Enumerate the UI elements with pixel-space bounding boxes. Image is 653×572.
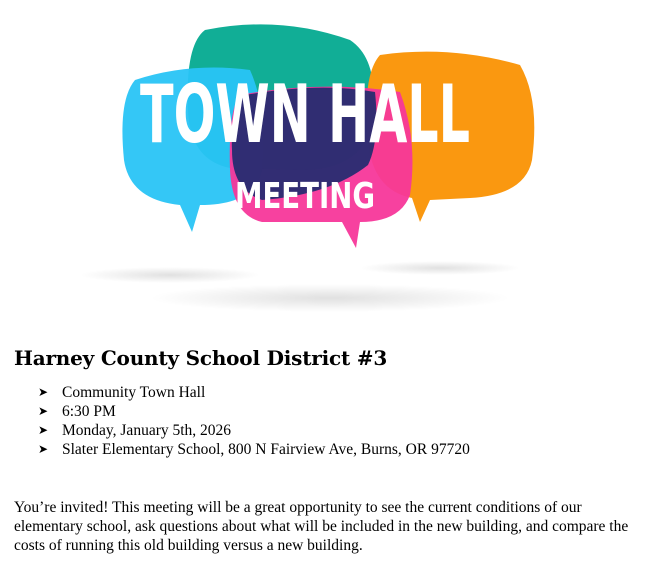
arrowhead-bullet-icon: ➤ xyxy=(38,404,49,418)
list-item xyxy=(38,402,470,421)
list-item xyxy=(38,383,470,402)
arrowhead-bullet-icon: ➤ xyxy=(38,385,49,399)
list-item-text: Community Town Hall xyxy=(62,384,206,401)
list-item-text: Monday, January 5th, 2026 xyxy=(62,422,232,439)
logo-line1: TOWN HALL xyxy=(140,68,470,161)
list-item-text: 6:30 PM xyxy=(62,403,116,420)
list-item-text: Slater Elementary School, 800 N Fairview Ave, Burns, OR 97720 xyxy=(62,441,470,458)
logo-line2: MEETING xyxy=(235,176,375,217)
event-details-list xyxy=(38,383,470,459)
arrowhead-bullet-icon: ➤ xyxy=(38,423,49,437)
invitation-paragraph: You’re invited! This meeting will be a great opportunity to see the current conditions of our elementary school, ask questions about what will be included in the new building, and compare the costs of running this old building versus a new building. xyxy=(14,499,629,554)
list-item xyxy=(38,421,470,440)
district-heading: Harney County School District #3 xyxy=(14,346,388,370)
list-item xyxy=(38,440,470,459)
arrowhead-bullet-icon: ➤ xyxy=(38,442,49,456)
